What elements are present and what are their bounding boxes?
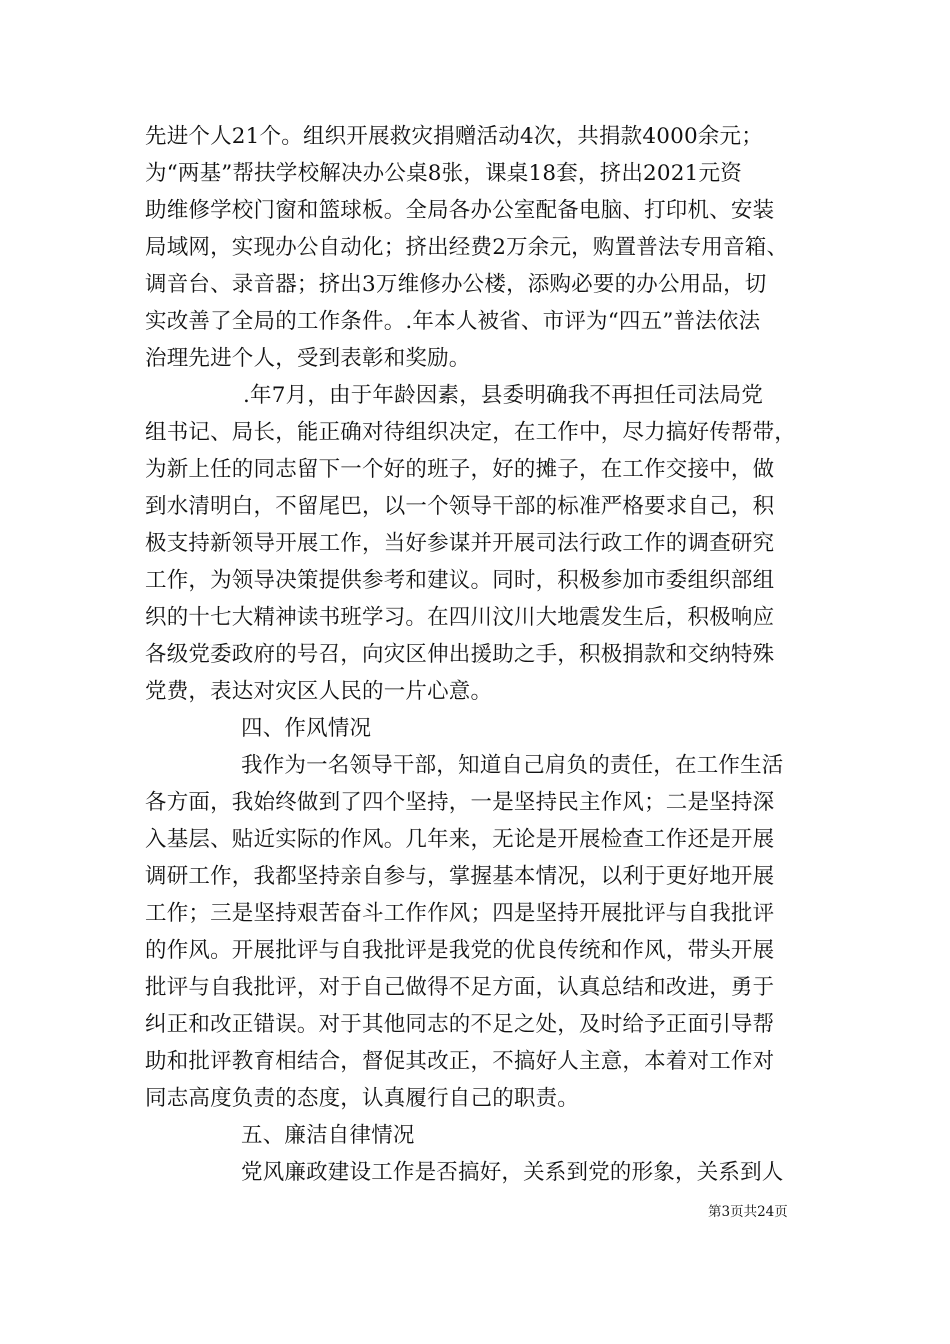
text-line: 同志高度负责的态度，认真履行自己的职责。 — [145, 1086, 580, 1111]
page-number-footer: 第3页共24页 — [708, 1204, 788, 1220]
text-line: 为新上任的同志留下一个好的班子，好的摊子，在工作交接中，做 — [145, 457, 775, 482]
text-line: 入基层、贴近实际的作风。几年来，无论是开展检查工作还是开展 — [145, 827, 775, 852]
text-line: 治理先进个人，受到表彰和奖励。 — [145, 346, 471, 371]
text-line: 工作；三是坚持艰苦奋斗工作作风；四是坚持开展批评与自我批评 — [145, 901, 775, 926]
text-line: 为“两基”帮扶学校解决办公桌8张，课桌18套，挤出2021元资 — [145, 161, 742, 186]
section-heading-4: 四、作风情况 — [241, 716, 372, 741]
text-line: 调研工作，我都坚持亲自参与，掌握基本情况，以利于更好地开展 — [145, 864, 775, 889]
paragraph-start-line: 我作为一名领导干部，知道自己肩负的责任，在工作生活 — [241, 753, 784, 778]
text-line: 纠正和改正错误。对于其他同志的不足之处，及时给予正面引导帮 — [145, 1012, 775, 1037]
text-line: 到水清明白，不留尾巴，以一个领导干部的标准严格要求自己，积 — [145, 494, 775, 519]
text-line: 局域网，实现办公自动化；挤出经费2万余元，购置普法专用音箱、 — [145, 235, 789, 260]
text-line: 党费，表达对灾区人民的一片心意。 — [145, 679, 493, 704]
text-line: 各方面，我始终做到了四个坚持，一是坚持民主作风；二是坚持深 — [145, 790, 775, 815]
document-body — [145, 118, 815, 1191]
text-line: 的作风。开展批评与自我批评是我党的优良传统和作风，带头开展 — [145, 938, 775, 963]
text-line: 助维修学校门窗和篮球板。全局各办公室配备电脑、打印机、安装 — [145, 198, 775, 223]
text-line: 实改善了全局的工作条件。.年本人被省、市评为“四五”普法依法 — [145, 309, 761, 334]
text-line: 极支持新领导开展工作，当好参谋并开展司法行政工作的调查研究 — [145, 531, 775, 556]
text-line: 各级党委政府的号召，向灾区伸出援助之手，积极捐款和交纳特殊 — [145, 642, 775, 667]
paragraph-start-line: .年7月，由于年龄因素，县委明确我不再担任司法局党 — [243, 383, 764, 408]
text-line: 织的十七大精神读书班学习。在四川汶川大地震发生后，积极响应 — [145, 605, 775, 630]
text-line: 批评与自我批评，对于自己做得不足方面，认真总结和改进，勇于 — [145, 975, 775, 1000]
text-line: 助和批评教育相结合，督促其改正，不搞好人主意，本着对工作对 — [145, 1049, 775, 1074]
text-line: 工作，为领导决策提供参考和建议。同时，积极参加市委组织部组 — [145, 568, 775, 593]
text-line: 调音台、录音器；挤出3万维修办公楼，添购必要的办公用品，切 — [145, 272, 767, 297]
paragraph-start-line: 党风廉政建设工作是否搞好，关系到党的形象，关系到人 — [241, 1160, 784, 1185]
section-heading-5: 五、廉洁自律情况 — [241, 1123, 415, 1148]
text-line: 先进个人21个。组织开展救灾捐赠活动4次，共捐款4000余元； — [145, 124, 763, 149]
text-line: 组书记、局长，能正确对待组织决定，在工作中，尽力搞好传帮带， — [145, 420, 797, 445]
